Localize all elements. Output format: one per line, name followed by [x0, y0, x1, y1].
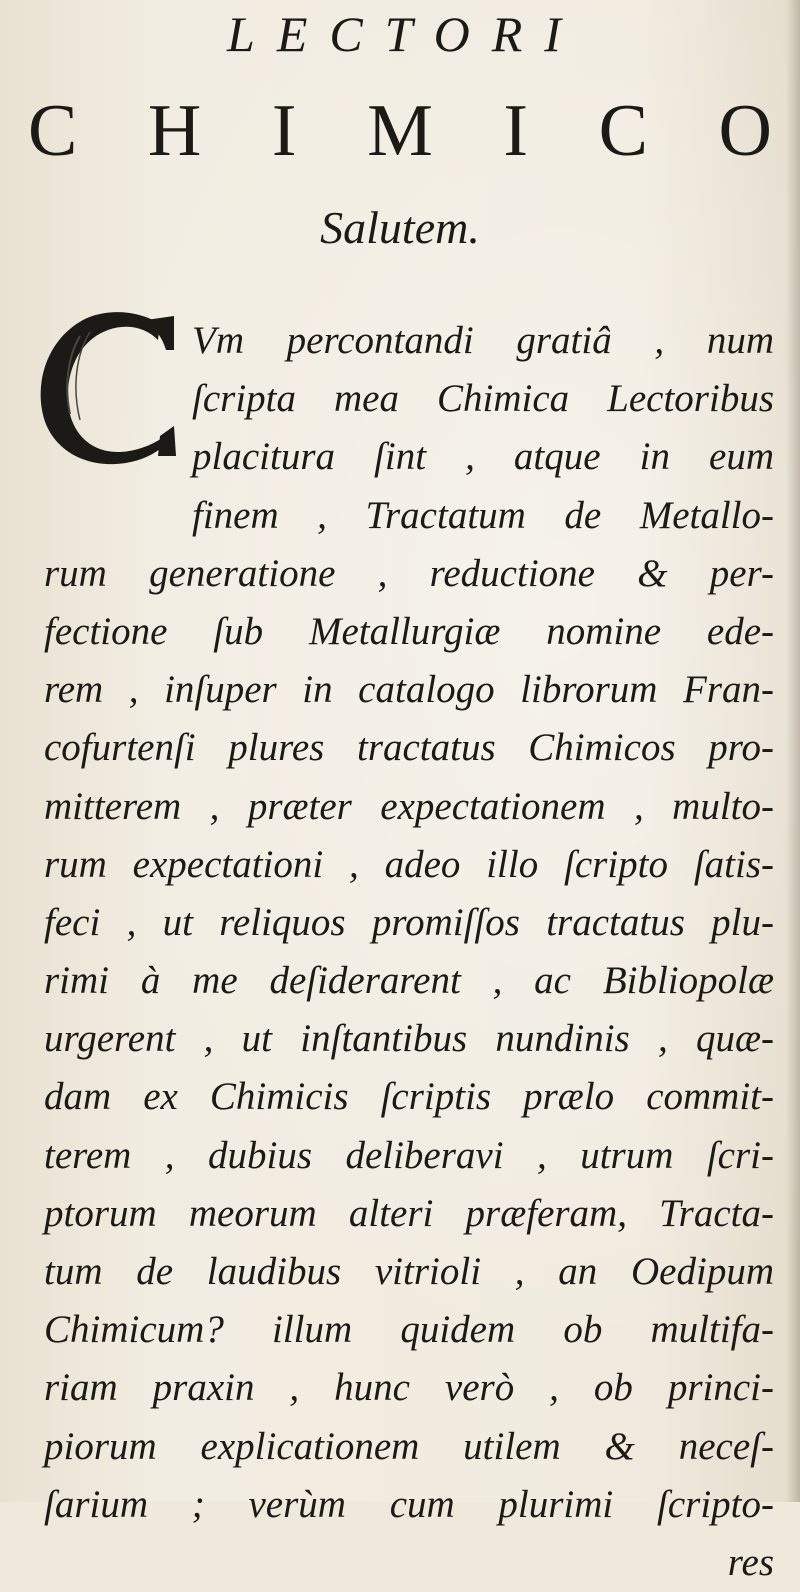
- text-line: ſcripta mea Chimica Lectoribus: [192, 377, 774, 421]
- text-line: rimi à me deſiderarent , ac Bibliopolæ: [44, 959, 774, 1003]
- text-line: fectione ſub Metallurgiæ nomine ede-: [44, 609, 774, 653]
- text-line: finem , Tractatum de Metallo-: [192, 493, 774, 537]
- text-line: rum generatione , reductione & per-: [44, 551, 774, 595]
- salutation: Salutem.: [320, 202, 480, 253]
- heading-chimico: [28, 86, 772, 176]
- text-line: piorum explicationem utilem & neceſ-: [44, 1424, 774, 1468]
- text-line: riam praxin , hunc verò , ob princi-: [44, 1366, 774, 1410]
- text-line: rum expectationi , adeo illo ſcripto ſatis-: [44, 842, 774, 886]
- heading-letter: O: [718, 90, 772, 172]
- heading-letter: I: [503, 90, 529, 172]
- text-line: Chimicum? illum quidem ob multifa-: [44, 1308, 774, 1352]
- text-line: terem , dubius deliberavi , utrum ſcri-: [44, 1133, 774, 1177]
- heading-letter: H: [147, 90, 202, 172]
- heading-lectori: LECTORI: [227, 6, 583, 62]
- heading-letter: M: [367, 90, 433, 172]
- text-line: ſarium ; verùm cum plurimi ſcripto-: [44, 1482, 774, 1526]
- text-line: ptorum meorum alteri præferam, Tracta-: [44, 1191, 774, 1235]
- heading-letter: C: [28, 90, 78, 172]
- catchword: res: [727, 1540, 774, 1584]
- text-line: Vm percontandi gratiâ , num: [192, 319, 774, 362]
- body-text: [44, 312, 774, 1592]
- text-line: mitterem , præter expectationem , multo-: [44, 784, 774, 828]
- text-line: rem , inſuper in catalogo librorum Fran-: [44, 668, 774, 712]
- text-line: feci , ut reliquos promiſſos tractatus plu-: [44, 900, 774, 944]
- text-line: placitura ſint , atque in eum: [192, 435, 774, 479]
- text-line: dam ex Chimicis ſcriptis prælo commit-: [44, 1075, 774, 1119]
- heading-letter: I: [271, 90, 297, 172]
- text-line: cofurtenſi plures tractatus Chimicos pro-: [44, 726, 774, 770]
- text-line: tum de laudibus vitrioli , an Oedipum: [44, 1250, 774, 1293]
- heading-letter: C: [598, 90, 648, 172]
- text-line: urgerent , ut inſtantibus nundinis , quæ-: [44, 1017, 774, 1061]
